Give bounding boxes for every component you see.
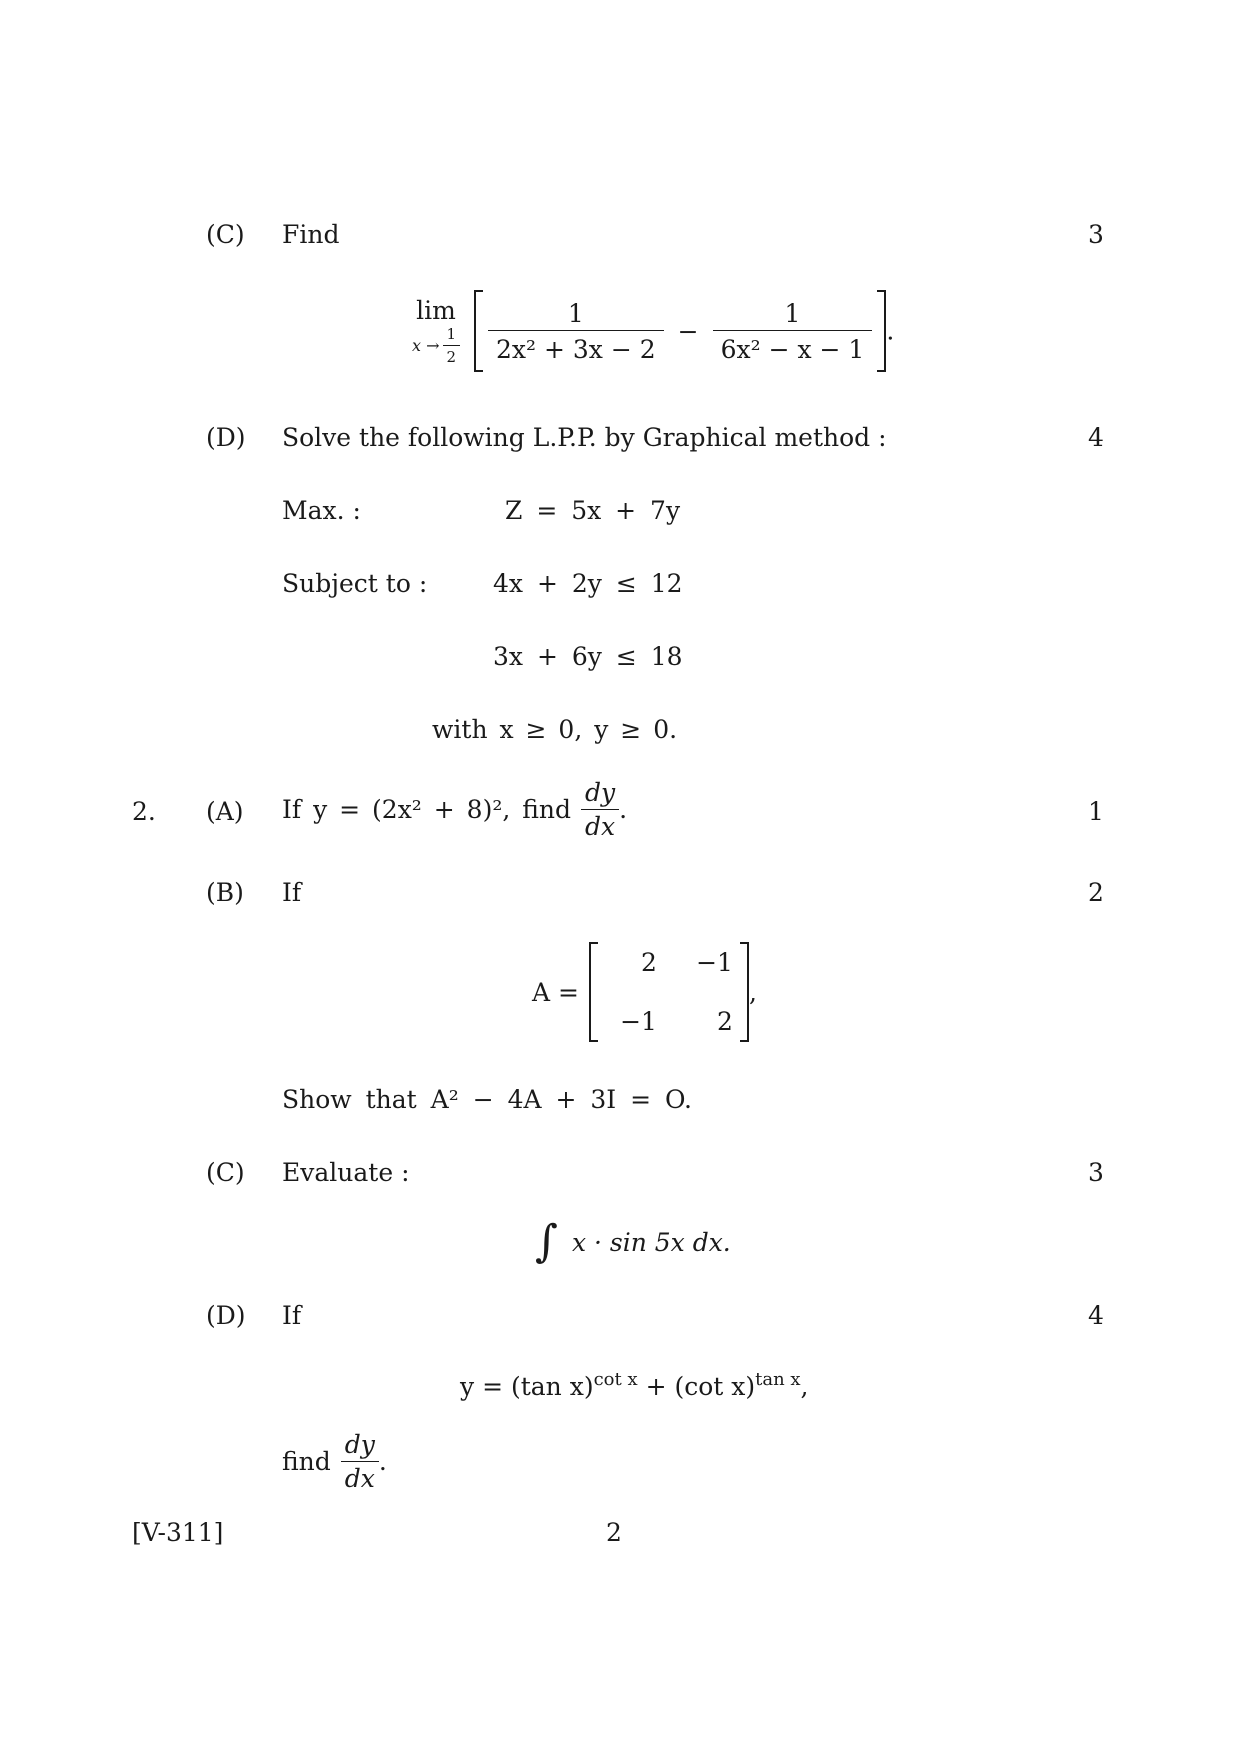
q2a-text: If y = (2x² + 8)², find [282,795,572,824]
q1c-label: (C) [206,220,245,249]
fraction2-denominator: 6x² − x − 1 [713,330,873,364]
lim-approach: x → [412,336,440,355]
right-bracket [877,290,886,372]
fraction1-denominator: 2x² + 3x − 2 [488,330,664,364]
q2c-marks: 3 [1088,1158,1104,1187]
matrix-left-bracket [589,942,598,1042]
constraint-2: 3x + 6y ≤ 18 [493,642,683,671]
q1c-text: Find [282,220,340,249]
q2d-dx: dx [341,1461,379,1493]
q2a-label: (A) [206,797,244,826]
matrix-cell: −1 [696,948,733,977]
matrix-cell: −1 [620,1007,657,1036]
paper-code: [V-311] [132,1518,224,1547]
q2d-dy: dy [344,1430,375,1459]
q2d-term1: y = (tan x) [460,1372,594,1401]
matrix-cell: 2 [641,948,657,977]
matrix-expression [532,942,757,1042]
integral-expression [535,1216,731,1267]
q2c-label: (C) [206,1158,245,1187]
matrix-right-bracket [740,942,749,1042]
max-label: Max. : [282,496,361,525]
q1c-end-period: . [886,316,895,346]
q2a-question [282,778,627,841]
lim-keyword: lim [416,296,456,325]
q2d-term2: + (cot x) [645,1372,756,1401]
q2b-text: If [282,878,302,907]
q2c-text: Evaluate : [282,1158,410,1187]
subject-to-label: Subject to : [282,569,428,598]
q2d-find [282,1430,387,1493]
q2a-dx: dx [581,809,619,841]
q2d-equation [460,1369,809,1401]
matrix-a-equals: A = [532,977,579,1007]
q2b-label: (B) [206,878,244,907]
q1d-text: Solve the following L.P.P. by Graphical method : [282,423,887,452]
show-that-statement: Show that A² − 4A + 3I = O. [282,1085,692,1114]
half-denominator: 2 [443,345,461,366]
matrix-cell: 2 [717,1007,733,1036]
fraction1-numerator: 1 [567,298,584,328]
objective-function: Z = 5x + 7y [505,496,681,525]
integrand: x · sin 5x dx. [571,1227,731,1257]
q2d-exponent1: cot x [593,1369,638,1391]
non-negativity: with x ≥ 0, y ≥ 0. [432,715,678,744]
q2d-comma: , [800,1372,809,1401]
q2d-exponent2: tan x [755,1369,801,1391]
q1c-limit-expression [412,290,894,372]
left-bracket [474,290,483,372]
matrix-comma: , [748,977,757,1007]
half-numerator: 1 [446,325,457,343]
question-number: 2. [132,797,156,826]
q2a-end-period: . [619,795,628,824]
q2d-end-period: . [378,1447,387,1476]
page-number: 2 [606,1518,622,1547]
q2d-find-text: find [282,1447,331,1476]
q2a-marks: 1 [1088,797,1104,826]
integral-sign-icon: ∫ [535,1216,558,1267]
q2d-text: If [282,1301,302,1330]
fraction2-numerator: 1 [784,298,801,328]
q1d-marks: 4 [1088,423,1104,452]
q1d-label: (D) [206,423,246,452]
minus-sign: − [677,316,699,346]
q2b-marks: 2 [1088,878,1104,907]
q2a-dy: dy [585,778,616,807]
constraint-1: 4x + 2y ≤ 12 [493,569,683,598]
matrix-body [589,942,749,1042]
q2d-marks: 4 [1088,1301,1104,1330]
q1c-marks: 3 [1088,220,1104,249]
q2d-label: (D) [206,1301,246,1330]
